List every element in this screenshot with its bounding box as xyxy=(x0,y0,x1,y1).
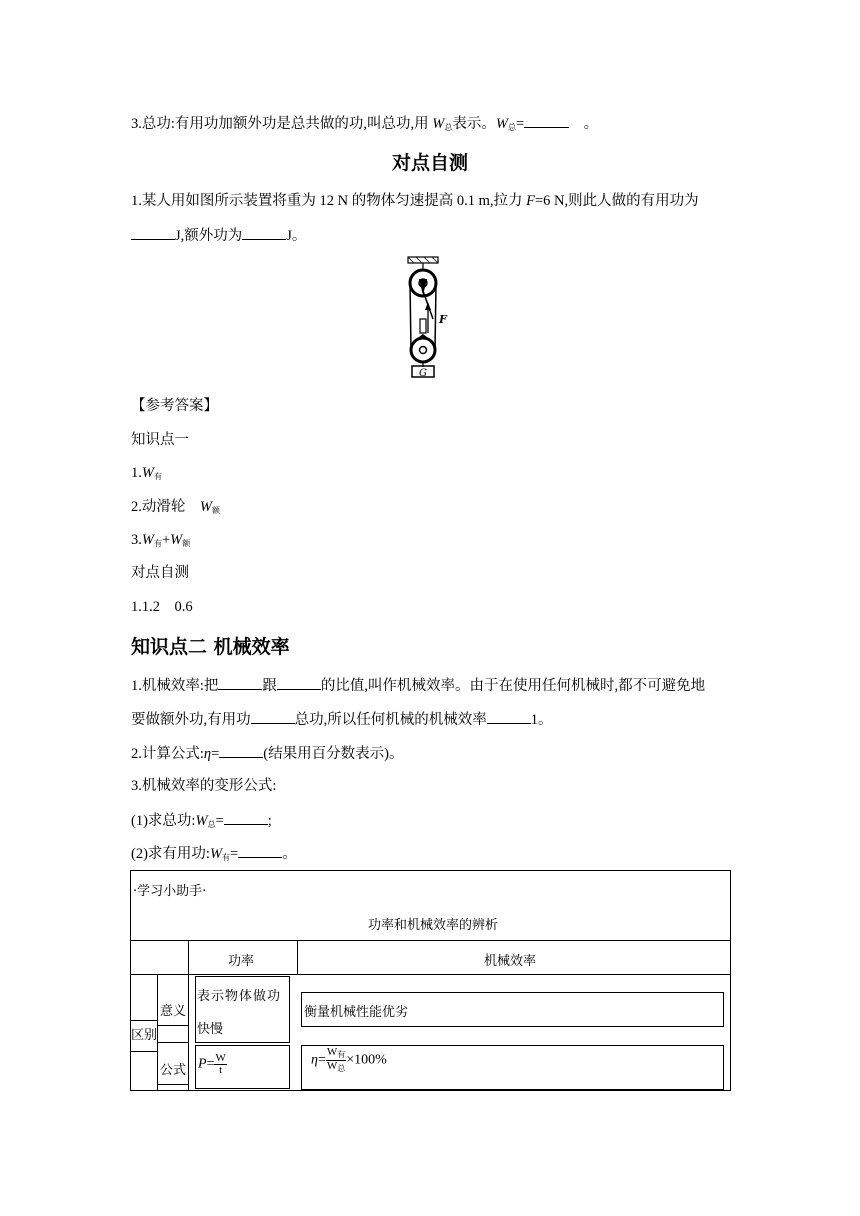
divider xyxy=(130,1020,158,1021)
helper-label: ·学习小助手· xyxy=(133,884,207,899)
divider xyxy=(130,1051,158,1052)
total-work-formula: (1)求总功$:W_总=$ ; xyxy=(131,810,272,835)
power-formula: P= $\frac{W}{t}$ xyxy=(198,1052,226,1076)
efficiency-def-line-1: 1.机械效率:把 跟 的比值,叫作机械效率。由于在使用任何机械时,都不可避免地 xyxy=(131,675,705,696)
divider xyxy=(188,940,189,974)
power-meaning-line-1: 表示物体做功 xyxy=(197,989,282,1004)
answer-self-test-values: 1.1.2 0.6 xyxy=(131,599,193,615)
row-group-label: 区别 xyxy=(131,1028,158,1043)
divider xyxy=(130,974,731,975)
answer-heading: 【参考答案】 xyxy=(131,398,218,414)
force-label: F xyxy=(439,313,447,326)
divider xyxy=(297,940,298,974)
answer-1: $1.W_有$ xyxy=(131,465,162,481)
self-test-heading: 对点自测 xyxy=(391,152,468,174)
divider xyxy=(157,1084,189,1085)
efficiency-def-line-2: 要做额外功,有用功 总功,所以任何机械的机械效率 1。 xyxy=(131,709,553,730)
answer-section-label: 知识点一 xyxy=(131,432,189,448)
variant-formula-heading: 3.机械效率的变形公式: xyxy=(131,778,277,794)
row-formula-label: 公式 xyxy=(160,1063,187,1078)
answer-2: 2.动滑轮 $W_额$ xyxy=(131,499,220,515)
row-meaning-label: 意义 xyxy=(160,1004,187,1019)
question-1-line-1: 1.某人用如图所示装置将重为 12 N 的物体匀速提高 0.1 m,拉力 F=6 N,则此人做的有用功为 xyxy=(131,193,699,209)
divider xyxy=(157,1042,189,1043)
efficiency-meaning: 衡量机械性能优劣 xyxy=(304,1005,409,1020)
w-symbol: W xyxy=(432,116,445,132)
question-1-line-2: J,额外功为 J。 xyxy=(131,225,306,246)
weight-label: G xyxy=(419,368,427,379)
answer-self-test-label: 对点自测 xyxy=(131,565,189,581)
useful-work-formula: (2)求有用功$:W_有=$ 。 xyxy=(131,843,297,868)
formula-line: 2.计算公式:η= (结果用百分数表示)。 xyxy=(131,743,403,764)
total-work-line: 3.总功:有用功加额外功是总共做的功,叫总功,用 $W_总$表示。$W_总=$ 。 xyxy=(131,113,598,138)
power-meaning-line-2: 快慢 xyxy=(197,1022,224,1037)
divider xyxy=(157,974,158,1091)
column-efficiency: 机械效率 xyxy=(484,954,537,969)
column-power: 功率 xyxy=(228,954,255,969)
divider xyxy=(188,974,189,1091)
section-2-heading: 知识点二 机械效率 xyxy=(131,636,290,658)
efficiency-formula: η= $\frac{W_有}{W_总}$ ×100% xyxy=(311,1046,387,1073)
answer-3: $3.W_有+W_额$ xyxy=(131,532,191,548)
helper-title: 功率和机械效率的辨析 xyxy=(368,918,499,933)
divider xyxy=(157,1025,189,1026)
